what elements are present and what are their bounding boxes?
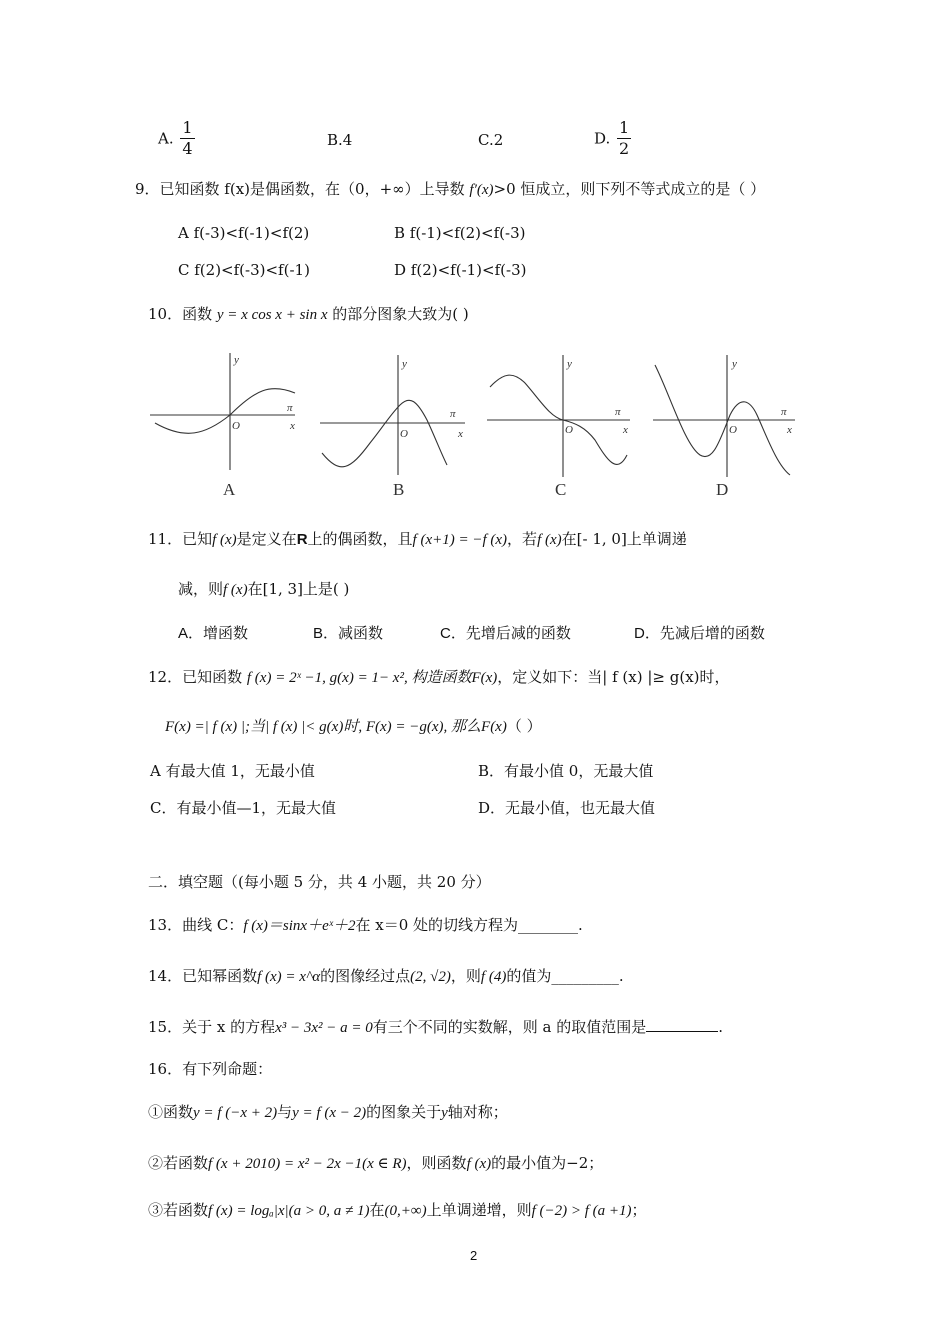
q11-fx-2: f (x)	[537, 532, 562, 548]
p3-math-2: f (−2) > f (a +1)	[531, 1203, 632, 1219]
q15-period: .	[718, 1018, 724, 1036]
graph-b	[320, 355, 465, 475]
graph-a	[150, 353, 295, 470]
q15-prefix: 15．关于 x 的方程	[148, 1018, 276, 1036]
graph-d-pi-label: π	[781, 406, 787, 418]
q8-option-a-prefix: A.	[158, 129, 174, 148]
q10-expression: y = x cos x + sin x	[216, 307, 328, 323]
graph-a-x-label: x	[290, 420, 295, 432]
p1-text-b: 与	[277, 1103, 293, 1121]
p2-text-c: 的最小值为−2；	[491, 1154, 604, 1172]
q12-option-d: D．无最小值，也无最大值	[478, 799, 656, 817]
q14-math: f (x) = x^α	[257, 969, 321, 985]
q8-option-d-prefix: D.	[594, 129, 611, 148]
denominator: 2	[619, 139, 630, 158]
q15	[148, 1016, 723, 1037]
q13-tail: 在 x＝0 处的切线方程为________.	[355, 916, 583, 934]
p1-prefix: ①函数	[148, 1103, 194, 1121]
q10-number: 10．函数	[148, 305, 213, 323]
q10-tail: 的部分图象大致为( )	[332, 305, 469, 323]
q11-line2-prefix: 减，则	[178, 580, 224, 598]
q14-prefix: 14．已知幂函数	[148, 967, 258, 985]
p1-text-d: 轴对称；	[447, 1103, 508, 1121]
q11-text-b: 是定义在	[236, 530, 297, 548]
q11-option-a: A．增函数	[178, 625, 249, 642]
q9-stem	[135, 178, 765, 199]
q11-option-c: C．先增后减的函数	[440, 625, 571, 642]
q14-tail: 的值为_________.	[506, 967, 624, 985]
q9-option-a: A f(-3)<f(-1)<f(2)	[178, 224, 310, 242]
q11-text-d: ，若	[507, 530, 538, 548]
graph-b-y-label: y	[402, 358, 407, 370]
section-2-heading: 二．填空题（(每小题 5 分，共 4 小题，共 20 分）	[148, 873, 491, 891]
q11-prefix: 11．已知	[148, 530, 213, 548]
graph-a-y-label: y	[234, 354, 239, 366]
q11-text-e: 在[- 1, 0]上单调递	[561, 530, 687, 548]
q11-text-c: 上的偶函数，且	[307, 530, 413, 548]
graph-d	[653, 355, 795, 477]
q13-math: f (x)＝sinx＋eˣ＋2	[243, 918, 356, 934]
graph-b-origin-label: O	[400, 428, 408, 440]
numerator: 1	[182, 118, 193, 137]
q15-math: x³ − 3x² − a = 0	[275, 1020, 373, 1036]
p3-prefix: ③若函数	[148, 1201, 209, 1219]
p3-math: f (x) = logₐ|x|(a > 0, a ≠ 1)	[208, 1203, 370, 1219]
q11-line2-tail: 在[1, 3]上是( )	[247, 580, 350, 598]
q16-proposition-3	[148, 1199, 647, 1220]
p2-math: f (x + 2010) = x² − 2x −1(x ∈ R)	[208, 1156, 407, 1172]
q9-option-c: C f(2)<f(-3)<f(-1)	[178, 261, 310, 279]
p3-text-d: ；	[631, 1201, 647, 1219]
graph-b-caption: B	[393, 480, 405, 499]
q14-text-b: 的图像经过点	[320, 967, 411, 985]
q12-option-b: B．有最小值 0，无最大值	[478, 762, 654, 780]
q12-line1-tail: ，定义如下：当| f (x) |≥ g(x)时，	[497, 668, 730, 686]
q12-math-2: F(x) =| f (x) |;当| f (x) |< g(x)时, F(x) = −g(x), 那么F(x)	[165, 719, 507, 735]
p2-text-b: ，则函数	[406, 1154, 467, 1172]
p2-fx: f (x)	[466, 1156, 492, 1172]
q11-line1	[148, 528, 687, 549]
q11-real-set: R	[296, 531, 308, 548]
fraction-one-half	[617, 118, 631, 159]
q14-text-c: ，则	[450, 967, 481, 985]
q11-equation: f (x+1) = −f (x)	[412, 532, 508, 548]
q14-f4: f (4)	[480, 969, 507, 985]
q9-option-d: D f(2)<f(-1)<f(-3)	[394, 261, 527, 279]
q10-graphs	[145, 345, 815, 505]
q13-prefix: 13．曲线 C：	[148, 916, 244, 934]
q16-proposition-2	[148, 1152, 603, 1173]
p2-prefix: ②若函数	[148, 1154, 209, 1172]
q11-fx-3: f (x)	[223, 582, 248, 598]
graph-c	[487, 355, 630, 477]
graph-c-origin-label: O	[565, 424, 573, 436]
q12-line2	[165, 715, 542, 736]
graph-a-origin-label: O	[232, 420, 240, 432]
q8-option-c: C.2	[478, 131, 504, 149]
q12-line2-tail: （ ）	[506, 717, 542, 735]
q10-stem	[148, 303, 469, 324]
q9-fprime: f′(x)	[469, 182, 494, 198]
p3-text-c: 上单调递增，则	[426, 1201, 532, 1219]
q11-fx: f (x)	[212, 532, 237, 548]
q15-answer-blank[interactable]	[646, 1017, 718, 1032]
q12-option-c: C．有最小值—1，无最大值	[150, 799, 337, 817]
graph-a-pi-label: π	[287, 402, 293, 414]
q15-text-b: 有三个不同的实数解，则 a 的取值范围是	[372, 1018, 647, 1036]
q11-option-d: D．先减后增的函数	[634, 625, 765, 642]
q12-line1	[148, 666, 730, 687]
fraction-one-quarter	[180, 118, 194, 159]
p1-text-c: 的图象关于	[366, 1103, 442, 1121]
p1-math-1: y = f (−x + 2)	[193, 1105, 278, 1121]
q9-stem-tail: >0 恒成立，则下列不等式成立的是（ ）	[493, 180, 766, 198]
p3-text-b: 在	[369, 1201, 385, 1219]
p1-y: y	[441, 1105, 448, 1121]
denominator: 4	[182, 139, 193, 158]
q9-stem-text: 9．已知函数 f(x)是偶函数，在（0，+∞）上导数	[135, 180, 465, 198]
q14	[148, 965, 624, 986]
q12-option-a: A 有最大值 1，无最小值	[150, 762, 315, 780]
q13	[148, 914, 583, 935]
graph-d-origin-label: O	[729, 424, 737, 436]
q12-prefix: 12．已知函数	[148, 668, 243, 686]
graph-c-caption: C	[555, 480, 567, 499]
graph-d-caption: D	[716, 480, 729, 499]
graph-d-y-label: y	[732, 358, 737, 370]
q9-option-b: B f(-1)<f(2)<f(-3)	[394, 224, 526, 242]
graph-b-pi-label: π	[450, 408, 456, 420]
numerator: 1	[619, 118, 630, 137]
q11-option-b: B．减函数	[313, 625, 384, 642]
graph-c-x-label: x	[623, 424, 628, 436]
graph-a-caption: A	[223, 480, 236, 499]
graph-c-pi-label: π	[615, 406, 621, 418]
page-number: 2	[470, 1248, 478, 1263]
q14-point: (2, √2)	[410, 969, 451, 985]
q8-option-b: B.4	[327, 131, 353, 149]
q16-proposition-1	[148, 1101, 508, 1122]
graph-b-x-label: x	[458, 428, 463, 440]
q16-heading: 16．有下列命题：	[148, 1060, 273, 1078]
q11-line2	[178, 578, 349, 599]
p1-math-2: y = f (x − 2)	[292, 1105, 367, 1121]
graph-d-x-label: x	[787, 424, 792, 436]
p3-interval: (0,+∞)	[384, 1203, 427, 1219]
q8-option-a	[158, 118, 195, 159]
q8-option-d	[594, 118, 631, 159]
graph-c-y-label: y	[567, 358, 572, 370]
q12-math-1: f (x) = 2ˣ −1, g(x) = 1− x², 构造函数F(x)	[246, 670, 498, 686]
